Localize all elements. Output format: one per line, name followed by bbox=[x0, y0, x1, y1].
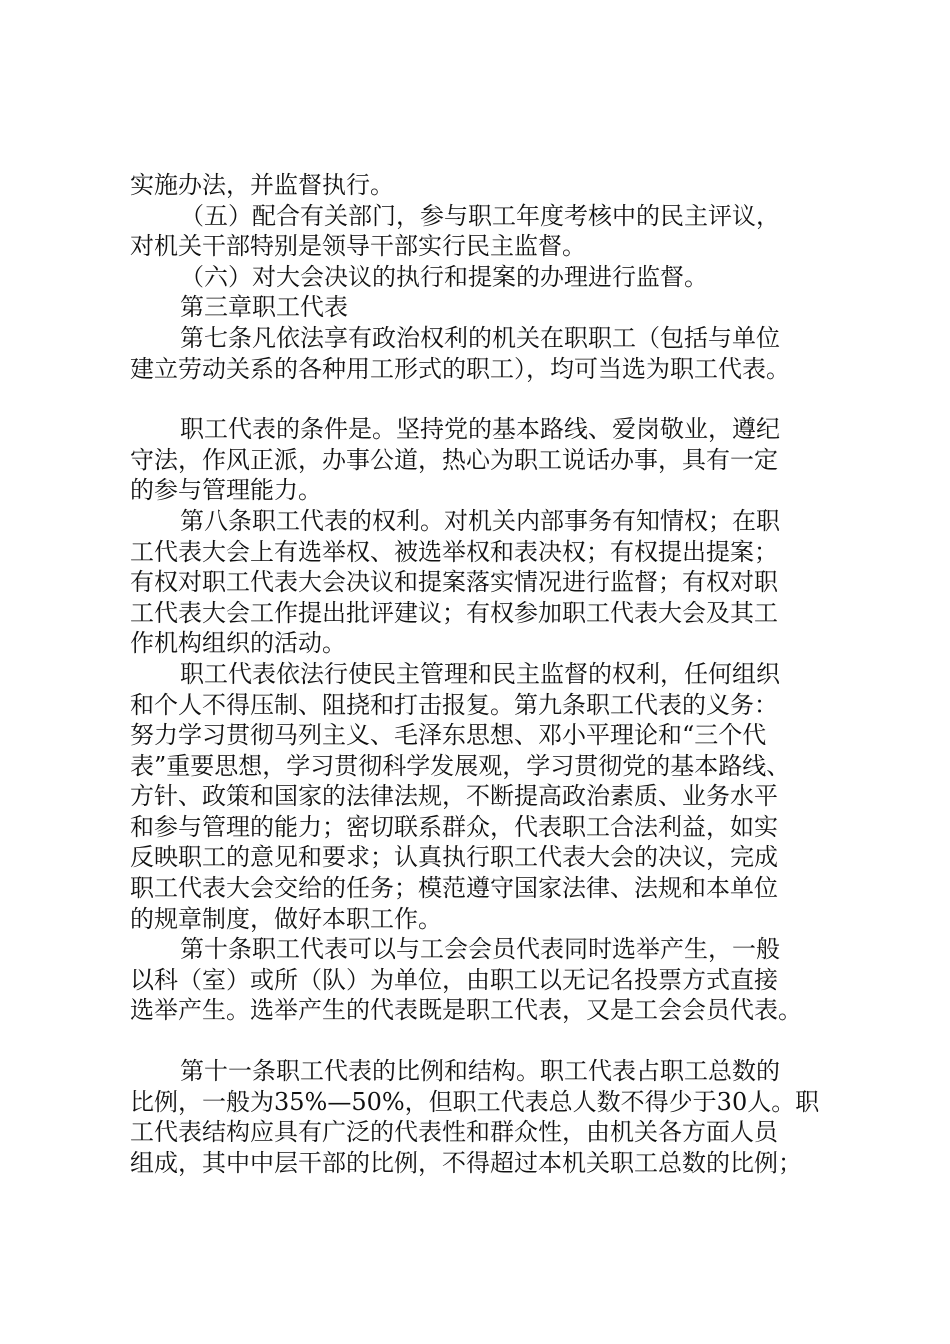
text-line: 的参与管理能力。 bbox=[130, 476, 322, 505]
text-line: 有权对职工代表大会决议和提案落实情况进行监督；有权对职 bbox=[130, 568, 778, 597]
text-line: 工代表大会上有选举权、被选举权和表决权；有权提出提案； bbox=[130, 537, 778, 566]
text-line: 以科（室）或所（队）为单位，由职工以无记名投票方式直接 bbox=[130, 965, 778, 994]
text-line: 努力学习贯彻马列主义、毛泽东思想、邓小平理论和“三个代 bbox=[130, 721, 767, 750]
text-line: 第八条职工代表的权利。对机关内部事务有知情权；在职 bbox=[180, 506, 780, 535]
text-line: 建立劳动关系的各种用工形式的职工），均可当选为职工代表。 bbox=[130, 354, 790, 383]
text-line: 和个人不得压制、阻挠和打击报复。第九条职工代表的义务： bbox=[130, 690, 778, 719]
text-line: 表”重要思想，学习贯彻科学发展观，学习贯彻党的基本路线、 bbox=[130, 751, 791, 780]
text-line: 职工代表大会交给的任务；模范遵守国家法律、法规和本单位 bbox=[130, 874, 778, 903]
chapter-heading: 第三章职工代表 bbox=[180, 293, 348, 322]
text-line: 第十条职工代表可以与工会会员代表同时选举产生，一般 bbox=[180, 935, 780, 964]
text-line: 职工代表的条件是。坚持党的基本路线、爱岗敬业，遵纪 bbox=[180, 415, 780, 444]
text-line: 职工代表依法行使民主管理和民主监督的权利，任何组织 bbox=[180, 659, 780, 688]
paragraph-gap bbox=[130, 384, 830, 414]
text-line: 工代表结构应具有广泛的代表性和群众性，由机关各方面人员 bbox=[130, 1118, 778, 1147]
text-line: 的规章制度，做好本职工作。 bbox=[130, 904, 442, 933]
text-line: 选举产生。选举产生的代表既是职工代表，又是工会会员代表。 bbox=[130, 996, 802, 1025]
text-line: 和参与管理的能力；密切联系群众，代表职工合法利益，如实 bbox=[130, 812, 778, 841]
text-line: 工代表大会工作提出批评建议；有权参加职工代表大会及其工 bbox=[130, 598, 778, 627]
text-line: 守法，作风正派，办事公道，热心为职工说话办事，具有一定 bbox=[130, 445, 778, 474]
text-line: 第七条凡依法享有政治权利的机关在职职工（包括与单位 bbox=[180, 323, 780, 352]
paragraph-gap bbox=[130, 1026, 830, 1056]
text-line: 作机构组织的活动。 bbox=[130, 629, 346, 658]
text-line: 方针、政策和国家的法律法规，不断提高政治素质、业务水平 bbox=[130, 782, 778, 811]
text-line: 比例，一般为35%—50%，但职工代表总人数不得少于30人。职 bbox=[130, 1087, 820, 1116]
text-line: 实施办法，并监督执行。 bbox=[130, 171, 394, 199]
text-line: （五）配合有关部门，参与职工年度考核中的民主评议， bbox=[180, 201, 780, 230]
text-line: 第十一条职工代表的比例和结构。职工代表占职工总数的 bbox=[180, 1057, 780, 1086]
text-line: 反映职工的意见和要求；认真执行职工代表大会的决议，完成 bbox=[130, 843, 778, 872]
text-line: 对机关干部特别是领导干部实行民主监督。 bbox=[130, 232, 586, 261]
text-line: （六）对大会决议的执行和提案的办理进行监督。 bbox=[180, 262, 708, 291]
text-line: 组成，其中中层干部的比例，不得超过本机关职工总数的比例； bbox=[130, 1148, 802, 1177]
document-body bbox=[130, 170, 830, 1178]
